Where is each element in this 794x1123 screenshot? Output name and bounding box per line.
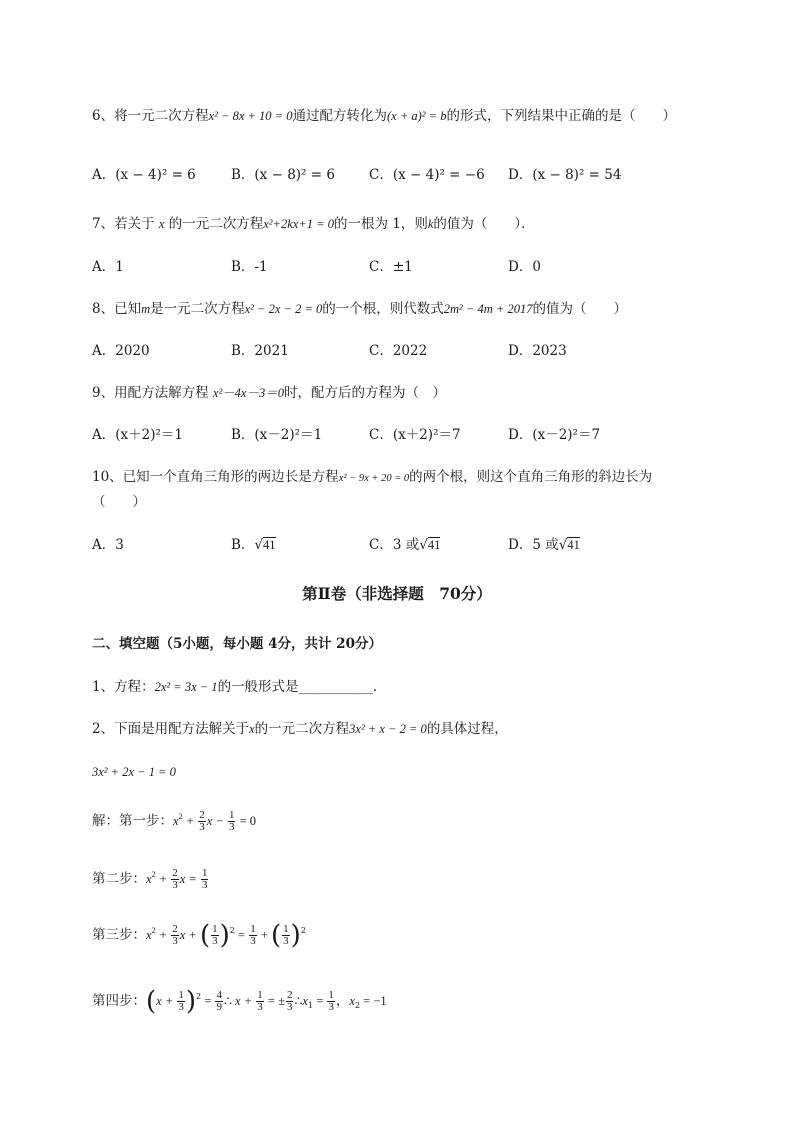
frac-num: 2 — [286, 989, 293, 1001]
f1-prefix: 1、方程： — [92, 679, 155, 695]
q8-option-c: C．2022 — [369, 343, 428, 359]
fraction-four-ninths — [215, 990, 223, 1013]
q6-mid: 通过配方转化为 — [292, 108, 387, 124]
q6-equation: x² − 8x + 10 = 0 — [208, 109, 293, 123]
frac-den: 9 — [216, 1001, 222, 1013]
q9-option-d: D．(x－2)²＝7 — [508, 427, 601, 443]
right-paren-icon: ) — [290, 920, 301, 951]
q8-mid2: 的一个根，则代数式 — [322, 301, 444, 317]
f2-prefix: 2、下面是用配方法解关于 — [92, 721, 250, 737]
q10-option-b-radicand: 41 — [263, 538, 276, 552]
frac-num: 2 — [172, 923, 178, 935]
q7-var: x — [158, 217, 165, 231]
fraction-two-thirds — [171, 924, 179, 947]
fraction-one-third — [282, 924, 290, 947]
q7-mid: 的一元二次方程 — [164, 216, 264, 232]
q10-option-c-radicand: 41 — [427, 538, 441, 552]
frac-num: 4 — [216, 989, 222, 1001]
f2-step-3: 第三步：$x^2$ + $\frac{2}{3}$ x + ( $\frac{1}{3}$ )$^2$ = $\frac{1}{3}$ + ( $\frac{1}{3}$ )$^2$ — [92, 920, 306, 951]
q7-option-c: C．±1 — [369, 259, 413, 275]
f2-mid: 的一元二次方程 — [254, 721, 350, 737]
q7-k: k — [427, 217, 434, 231]
f2-equation: 3x² + x − 2 = 0 — [349, 722, 427, 736]
q10-option-b-label: B． — [231, 537, 255, 553]
f2-given: 3x² + 2x − 1 = 0 — [92, 765, 176, 779]
f2-step3-label: 第三步： — [92, 927, 146, 943]
sqrt-symbol-icon: √41 — [419, 537, 441, 553]
q8-m: m — [141, 302, 151, 316]
frac-den: 3 — [212, 935, 218, 947]
f2-suffix: 的具体过程， — [426, 721, 508, 737]
x2-value: −1 — [373, 994, 387, 1008]
q9-option-a: A．(x＋2)²＝1 — [92, 427, 183, 443]
sqrt-symbol-icon: √41 — [254, 537, 276, 553]
plus-minus-symbol: ± — [278, 994, 285, 1008]
f2-given-equation — [92, 762, 176, 782]
x2-var: x — [349, 994, 355, 1008]
q9-prefix: 9、用配方法解方程 — [92, 385, 213, 401]
q6-option-b: B．(x − 8)² = 6 — [231, 167, 335, 183]
f1-answer-blank[interactable]: ___________． — [298, 679, 387, 695]
q8-suffix: 的值为（ ） — [532, 301, 627, 317]
frac-den: 3 — [328, 1001, 334, 1013]
frac-den: 3 — [228, 821, 235, 833]
sqrt-symbol-icon: √41 — [558, 537, 580, 553]
part2-title: 第Ⅱ卷（非选择题 70分） — [302, 584, 492, 603]
therefore-symbol: ∴ — [294, 994, 303, 1008]
frac-den: 3 — [257, 1001, 263, 1013]
frac-num: 1 — [201, 867, 208, 879]
q7-option-a: A．1 — [92, 259, 124, 275]
question-6-stem — [92, 106, 676, 126]
q10-prefix: 10、已知一个直角三角形的两边长是方程 — [92, 469, 339, 485]
f2-step2-label: 第二步： — [92, 871, 146, 887]
left-paren-icon: ( — [199, 920, 211, 951]
frac-num: 1 — [283, 923, 289, 935]
fraction-two-thirds — [198, 810, 206, 833]
frac-num: 1 — [250, 923, 256, 935]
q8-option-a: A．2020 — [92, 343, 150, 359]
x1-var: x — [302, 994, 308, 1008]
question-9-stem — [92, 383, 446, 403]
frac-num: 1 — [257, 989, 263, 1001]
frac-num: 2 — [199, 809, 205, 821]
frac-den: 3 — [250, 935, 256, 947]
frac-den: 3 — [286, 1001, 293, 1013]
q6-option-c: C．(x − 4)² = −6 — [369, 167, 485, 183]
q8-prefix: 8、已知 — [92, 301, 142, 317]
q6-suffix: 的形式，下列结果中正确的是（ ） — [446, 108, 676, 124]
q8-mid: 是一元二次方程 — [150, 301, 245, 317]
frac-den: 3 — [199, 821, 205, 833]
right-paren-icon: ) — [219, 920, 230, 951]
f2-step-4: 第四步：(x + $\frac{1}{3}$ )$^2$ = $\frac{4}{9}$ ∴ x + $\frac{1}{3}$ = ± $\frac{2}{3}$ $\therefore x_1$ = $\frac{1}{3}$ ，$x_2 = -1$ — [92, 986, 387, 1017]
q8-equation: x² − 2x − 2 = 0 — [244, 302, 323, 316]
q10-option-c — [369, 535, 440, 555]
right-paren-icon: ) — [185, 986, 197, 1017]
q7-option-d: D．0 — [508, 259, 541, 275]
q10-option-d-radicand: 41 — [567, 538, 580, 552]
f1-suffix: 的一般形式是 — [217, 679, 299, 695]
fraction-one-third — [249, 924, 257, 947]
fill-question-2 — [92, 719, 508, 739]
f2-step-1: 解：第一步：$x^2$ + $\frac{2}{3}$ x − $\frac{1}{3}$ = 0 — [92, 809, 257, 833]
f2-step1-label: 解：第一步： — [92, 813, 173, 829]
frac-num: 2 — [172, 867, 178, 879]
frac-den: 3 — [172, 935, 178, 947]
q7-mid2: 的一根为 1，则 — [333, 216, 428, 232]
fraction-one-third — [228, 810, 236, 833]
frac-num: 1 — [328, 989, 334, 1001]
q7-equation: x²+2kx+1 = 0 — [263, 217, 334, 231]
fraction-one-third — [201, 868, 209, 891]
q7-suffix: 的值为（ ）． — [433, 216, 535, 232]
q6-option-d: D．(x − 8)² = 54 — [508, 167, 622, 183]
f2-step-2: 第二步：$x^2$ + $\frac{2}{3}$ x = $\frac{1}{3}$ — [92, 867, 208, 891]
q9-equation: x²－4x－3＝0 — [212, 386, 284, 400]
f1-equation: 2x² = 3x − 1 — [154, 680, 218, 694]
fraction-two-thirds — [171, 868, 179, 891]
fraction-two-thirds — [286, 990, 294, 1013]
q9-option-b: B．(x－2)²＝1 — [231, 427, 323, 443]
q9-suffix: 时，配方后的方程为（ ） — [284, 385, 446, 401]
frac-num: 1 — [212, 923, 218, 935]
q10-option-d-label: D．5 或 — [508, 537, 559, 553]
q9-option-c: C．(x＋2)²＝7 — [369, 427, 461, 443]
q6-option-a: A．(x − 4)² = 6 — [92, 167, 196, 183]
frac-den: 3 — [172, 879, 178, 891]
frac-num: 1 — [178, 989, 184, 1001]
f2-var: x — [249, 722, 255, 736]
fraction-one-third — [327, 990, 335, 1013]
q10-option-b — [231, 535, 276, 555]
fraction-one-third — [177, 990, 185, 1013]
question-10-stem — [92, 467, 652, 489]
frac-den: 3 — [201, 879, 208, 891]
question-7-stem — [92, 214, 535, 234]
q7-prefix: 7、若关于 — [92, 216, 159, 232]
fill-question-1 — [92, 677, 386, 697]
fraction-one-third — [211, 924, 219, 947]
q8-option-d: D．2023 — [508, 343, 567, 359]
q6-form: (x + a)² = b — [387, 109, 447, 123]
q10-option-c-label: C．3 或 — [369, 537, 420, 553]
frac-den: 3 — [178, 1001, 184, 1013]
q10-option-a: A．3 — [92, 537, 124, 553]
left-paren-icon: ( — [146, 986, 157, 1017]
section2-header: 二、填空题（5小题，每小题 4分，共计 20分） — [92, 636, 382, 652]
q10-option-d — [508, 535, 580, 555]
q8-option-b: B．2021 — [231, 343, 289, 359]
q7-option-b: B．-1 — [231, 259, 268, 275]
frac-den: 3 — [283, 935, 289, 947]
q6-prefix: 6、将一元二次方程 — [92, 108, 209, 124]
q8-expression: 2m² − 4m + 2017 — [443, 302, 533, 316]
therefore-symbol: ∴ — [223, 994, 232, 1008]
question-8-stem — [92, 299, 627, 319]
frac-num: 1 — [228, 809, 235, 821]
f2-step4-label: 第四步： — [92, 993, 146, 1009]
left-paren-icon: ( — [271, 920, 282, 951]
q10-suffix: 的两个根，则这个直角三角形的斜边长为 — [409, 469, 653, 485]
q10-equation: x² − 9x + 20 = 0 — [338, 473, 410, 484]
q10-answer-paren: （ ） — [92, 494, 146, 510]
fraction-one-third — [256, 990, 264, 1013]
